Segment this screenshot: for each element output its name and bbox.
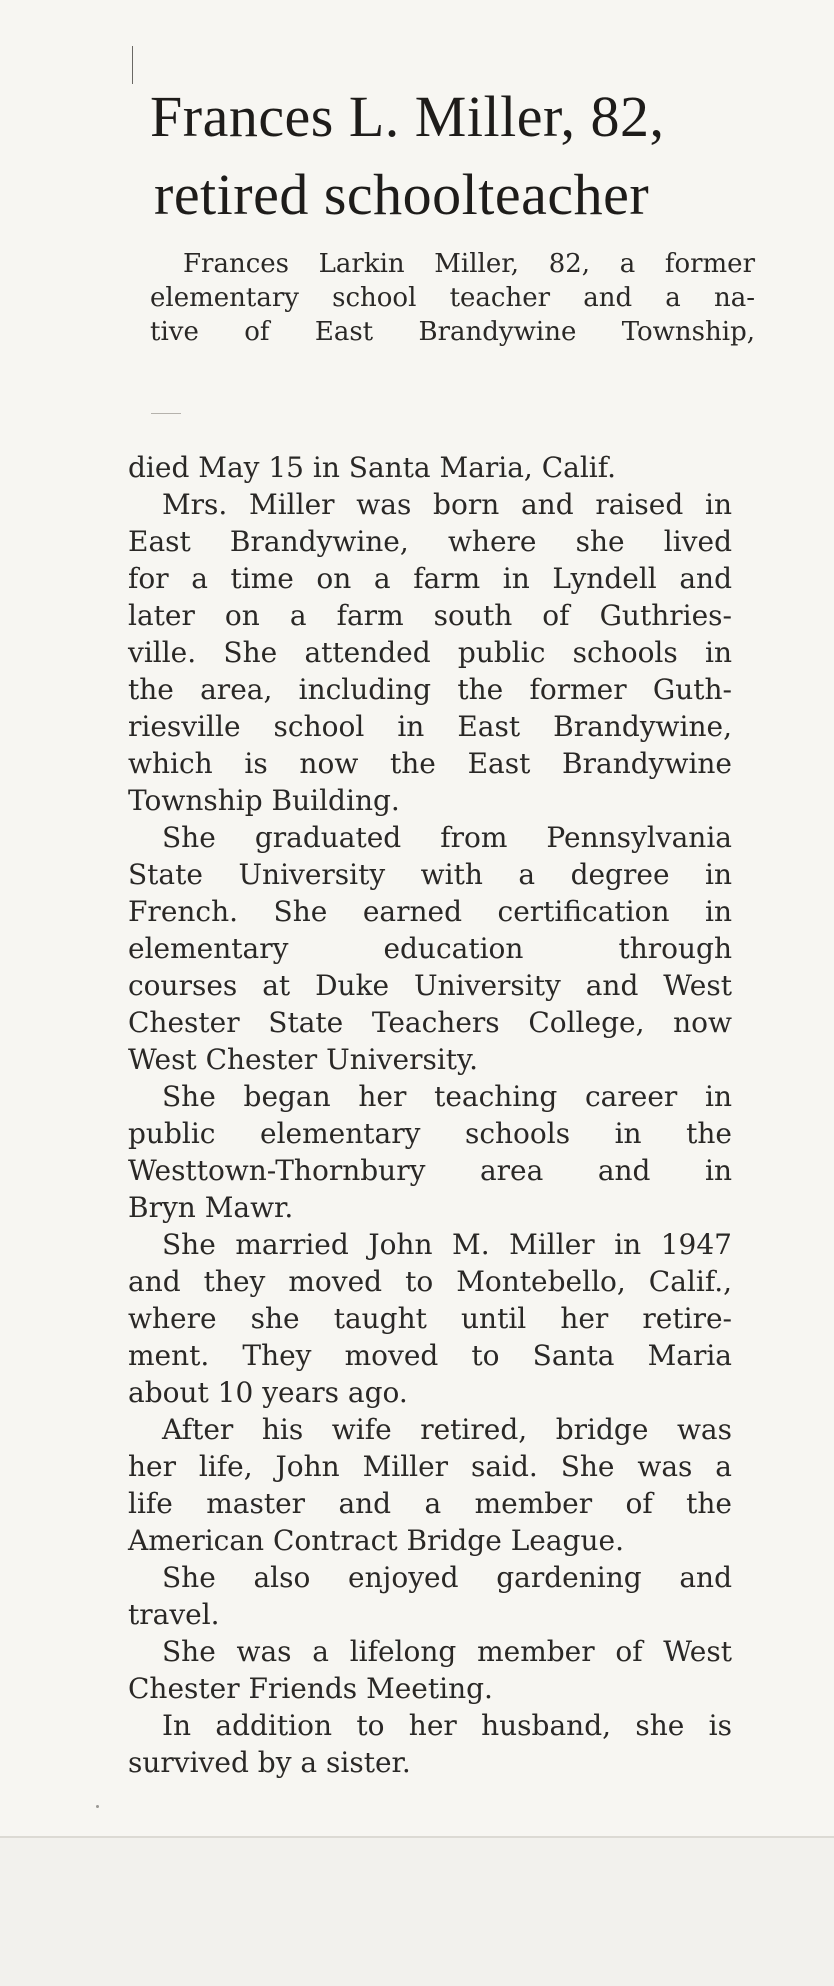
body-line: travel. [128, 1598, 220, 1631]
body-line: survived by a sister. [128, 1746, 411, 1779]
body-line: Chester Friends Meeting. [128, 1672, 493, 1705]
body-line: life master and a member of the [128, 1487, 732, 1520]
body-paragraph [128, 1078, 732, 1226]
lede-paragraph [150, 247, 755, 349]
body-line: After his wife retired, bridge was [162, 1413, 732, 1446]
cut-mark [132, 46, 133, 84]
body-paragraph [128, 1559, 732, 1633]
body-line: public elementary schools in the [128, 1117, 732, 1150]
paper-speck [96, 1805, 99, 1808]
body-line: She also enjoyed gardening and [162, 1561, 732, 1594]
body-line: She graduated from Pennsylvania [162, 821, 732, 854]
body-line: riesville school in East Brandywine, [128, 710, 732, 743]
body-line: Bryn Mawr. [128, 1191, 294, 1224]
body-line: She began her teaching career in [162, 1080, 732, 1113]
body-paragraph [128, 1707, 732, 1781]
body-line: In addition to her husband, she is [162, 1709, 732, 1742]
body-line: courses at Duke University and West [128, 969, 732, 1002]
body-line: which is now the East Brandywine [128, 747, 732, 780]
body-line: Chester State Teachers College, now [128, 1006, 732, 1039]
headline-line: Frances L. Miller, 82, [150, 84, 665, 149]
column-break-rule [151, 413, 181, 414]
body-paragraph [128, 1633, 732, 1707]
body-line: Township Building. [128, 784, 400, 817]
body-line: West Chester University. [128, 1043, 479, 1076]
body-line: ville. She attended public schools in [128, 636, 732, 669]
body-line: French. She earned certification in [128, 895, 732, 928]
lede-line: Frances Larkin Miller, 82, a former [183, 249, 755, 279]
headline [150, 78, 750, 234]
clipping-edge [0, 1836, 834, 1838]
article-body [128, 449, 732, 1781]
body-line: where she taught until her retire- [128, 1302, 732, 1335]
lede-line: elementary school teacher and a na- [150, 283, 755, 313]
body-line: She was a lifelong member of West [162, 1635, 732, 1668]
body-line: died May 15 in Santa Maria, Calif. [128, 451, 617, 484]
body-line: East Brandywine, where she lived [128, 525, 732, 558]
body-line: She married John M. Miller in 1947 [162, 1228, 732, 1261]
body-line: elementary education through [128, 932, 732, 965]
body-line: Westtown-Thornbury area and in [128, 1154, 732, 1187]
body-line: State University with a degree in [128, 858, 732, 891]
body-line: and they moved to Montebello, Calif., [128, 1265, 732, 1298]
lede-line: tive of East Brandywine Township, [150, 317, 755, 347]
body-line: Mrs. Miller was born and raised in [162, 488, 732, 521]
body-line: American Contract Bridge League. [128, 1524, 624, 1557]
body-line: ment. They moved to Santa Maria [128, 1339, 732, 1372]
body-line: the area, including the former Guth- [128, 673, 732, 706]
body-paragraph [128, 1226, 732, 1411]
headline-line: retired schoolteacher [154, 162, 650, 227]
body-line: her life, John Miller said. She was a [128, 1450, 732, 1483]
body-paragraph [128, 1411, 732, 1559]
body-paragraph [128, 449, 732, 486]
body-paragraph [128, 486, 732, 819]
body-line: later on a farm south of Guthries- [128, 599, 732, 632]
body-line: for a time on a farm in Lyndell and [128, 562, 732, 595]
body-line: about 10 years ago. [128, 1376, 408, 1409]
body-paragraph [128, 819, 732, 1078]
